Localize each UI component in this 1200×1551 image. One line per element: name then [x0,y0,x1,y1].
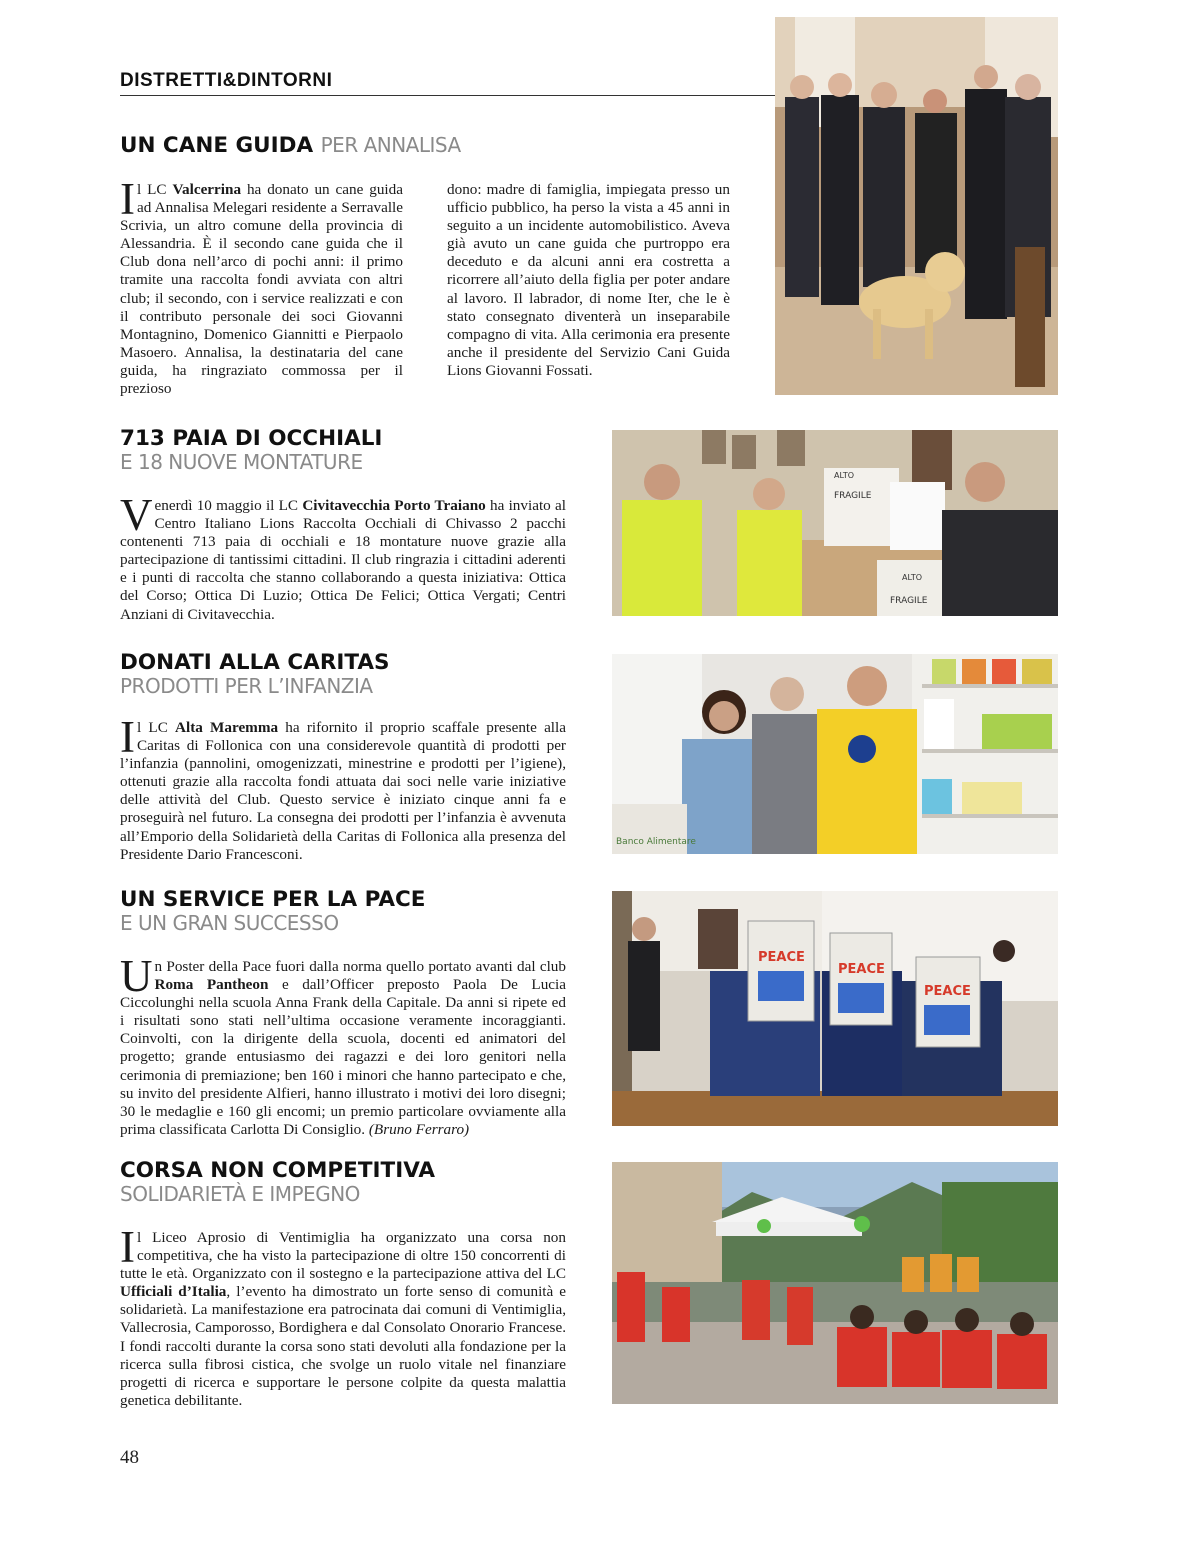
article-3-text-b: ha rifornito il proprio scaffale presente alla Caritas di Follonica con una considerevole quantità di prodotti per l’infanzia (pannolini, omogenizzati, minestrine e prodotti per l’igiene), ottenuti grazie alla raccolta fondi attuata dai soci nelle varie iniziative delle attività del Club. Questo service è iniziato cinque anni fa e proseguirà nel futuro. La consegna dei prodotti per l’infanzia è avvenuta all’Emporio della Solidarietà della Caritas di Follonica alla presenza del Presidente Dario Francesconi. [120,719,566,863]
article-2-body [120,490,566,624]
article-2-subtitle: E 18 NUOVE MONTATURE [120,450,363,474]
article-3-text-a: l LC [137,719,176,736]
box-label-fragile-2: FRAGILE [890,596,928,606]
banco-alimentare-sign: Banco Alimentare [616,837,696,847]
article-5-text-a: l Liceo Aprosio di Ventimiglia ha organizzato una corsa non competitiva, che ha visto la partecipazione di oltre 150 concorrenti di tutte le età. Organizzato con il sostegno e la partecipazione attiva del LC [120,1229,566,1283]
poster-text-2: PEACE [838,962,885,977]
header-rule [120,95,777,96]
article-4-subtitle: E UN GRAN SUCCESSO [120,911,339,935]
article-2-photo-glasses-boxes [612,430,1058,616]
article-5-photo-run-event [612,1162,1058,1404]
article-1-column-2: dono: madre di famiglia, impiegata presso un ufficio pubblico, ha perso la vista a 45 anni in seguito a un incidente automobilistico. Aveva già avuto un cane guida che purtroppo era deceduto e da alcuni anni era costretta a ricorrere all’aiuto della figlia per poter andare al lavoro. Il labrador, di nome Iter, che le è stato consegnato diventerà un inseparabile compagno di vita. Alla cerimonia era presente anche il presidente del Servizio Cani Guida Lions Giovanni Fossati. [447,181,730,379]
article-1-dropcap: I [120,174,135,224]
article-4-dropcap: U [120,951,153,1001]
article-5-subtitle: SOLIDARIETÀ E IMPEGNO [120,1182,360,1206]
article-5-title: CORSA NON COMPETITIVA [120,1158,436,1183]
article-5-body [120,1222,566,1410]
article-3-title: DONATI ALLA CARITAS [120,650,390,675]
article-4-club-name: Roma Pantheon [154,976,269,994]
article-1-title [120,135,461,158]
article-2-title: 713 PAIA DI OCCHIALI [120,426,383,451]
article-1-text-a: l LC [137,181,173,198]
box-label-alto-2: ALTO [902,573,923,582]
article-2-text-b: ha inviato al Centro Italiano Lions Raccolta Occhiali di Chivasso 2 pacchi contenenti 713 paia di occhiali e 18 montature nuove grazie alla partecipazione di tantissimi cittadini. Il club ringrazia i cittadini aderenti e i punti di raccolta che stanno collaborando a questa iniziativa: Ottica del Corso; Ottica Di Luzio; Ottica De Felici; Ottica Vergati; Centri Anziani di Civitavecchia. [120,497,566,623]
article-3-club-name: Alta Maremma [175,719,279,736]
page-number: 48 [120,1447,139,1468]
poster-text-3: PEACE [924,984,971,999]
article-2-dropcap: V [120,490,153,540]
section-label: DISTRETTI&DINTORNI [120,70,333,91]
poster-text-1: PEACE [758,950,805,965]
article-2-club-name: Civitavecchia Porto Traiano [302,497,486,514]
article-5-text-b: , l’evento ha dimostrato un forte senso di comunità e solidarietà. La manifestazione era patrocinata dai comuni di Ventimiglia, Vallecrosia, Camporosso, Bordighera e dal Consolato Onorario Francese. I fondi raccolti durante la corsa sono stati devoluti alla fondazione per la ricerca sulla fibrosi cistica, che svolge un ruolo vitale nel finanziare progetti di ricerca e supportare le persone colpite da questa malattia genetica debilitante. [120,1283,566,1409]
article-5-club-name: Ufficiali d’Italia [120,1283,227,1301]
article-3-body [120,712,566,864]
box-label-fragile-1: FRAGILE [834,491,872,501]
article-1-title-bold: UN CANE GUIDA [120,133,314,158]
article-4-body [120,951,566,1139]
article-3-subtitle: PRODOTTI PER L’INFANZIA [120,674,373,698]
article-1-title-light: PER ANNALISA [320,133,461,157]
article-4-text-a: n Poster della Pace fuori dalla norma quello portato avanti dal club [154,958,566,975]
article-2-text-a: enerdì 10 maggio il LC [154,497,303,514]
box-label-alto-1: ALTO [834,471,855,480]
article-4-title: UN SERVICE PER LA PACE [120,887,426,912]
article-5-dropcap: I [120,1222,135,1272]
article-3-dropcap: I [120,712,135,762]
article-3-photo-caritas-shelf [612,654,1058,854]
article-4-photo-peace-posters [612,891,1058,1126]
article-4-byline: (Bruno Ferraro) [368,1120,470,1138]
article-1-text-b: ha donato un cane guida ad Annalisa Melegari residente a Serravalle Scrivia, un altro comune della provincia di Alessandria. È il secondo cane guida che il Club dona nell’arco di pochi anni: il primo tramite una raccolta fondi avviata con altri club; il secondo, con i service realizzati e con il contributo personale dei soci Giovanni Montagnino, Domenico Giannitti e Pierpaolo Masoero. Annalisa, la destinataria del cane guida, ha ringraziato commossa per il prezioso [120,181,403,398]
article-1-club-name: Valcerrina [172,181,242,198]
article-1-column-1 [120,174,403,398]
article-4-text-b: e dall’Officer preposto Paola De Lucia Ciccolunghi nella scuola Anna Frank della Capitale. Da anni si ripete ed i risultati sono stati nell’ultima occasione veramente incoraggianti. Coinvolti, con la dirigente della scuola, docenti ed animatori del progetto; grande entusiasmo dei ragazzi e dei loro genitori nella cerimonia di premiazione; ben 160 i minori che hanno partecipato e che, su invito del presidente Alfieri, hanno illustrato i motivi dei loro disegni; 30 le medaglie e 160 gli encomi; un premio particolare ovviamente alla prima classificata Carlotta Di Consiglio. [120,976,566,1138]
article-1-photo-guide-dog [775,17,1058,395]
